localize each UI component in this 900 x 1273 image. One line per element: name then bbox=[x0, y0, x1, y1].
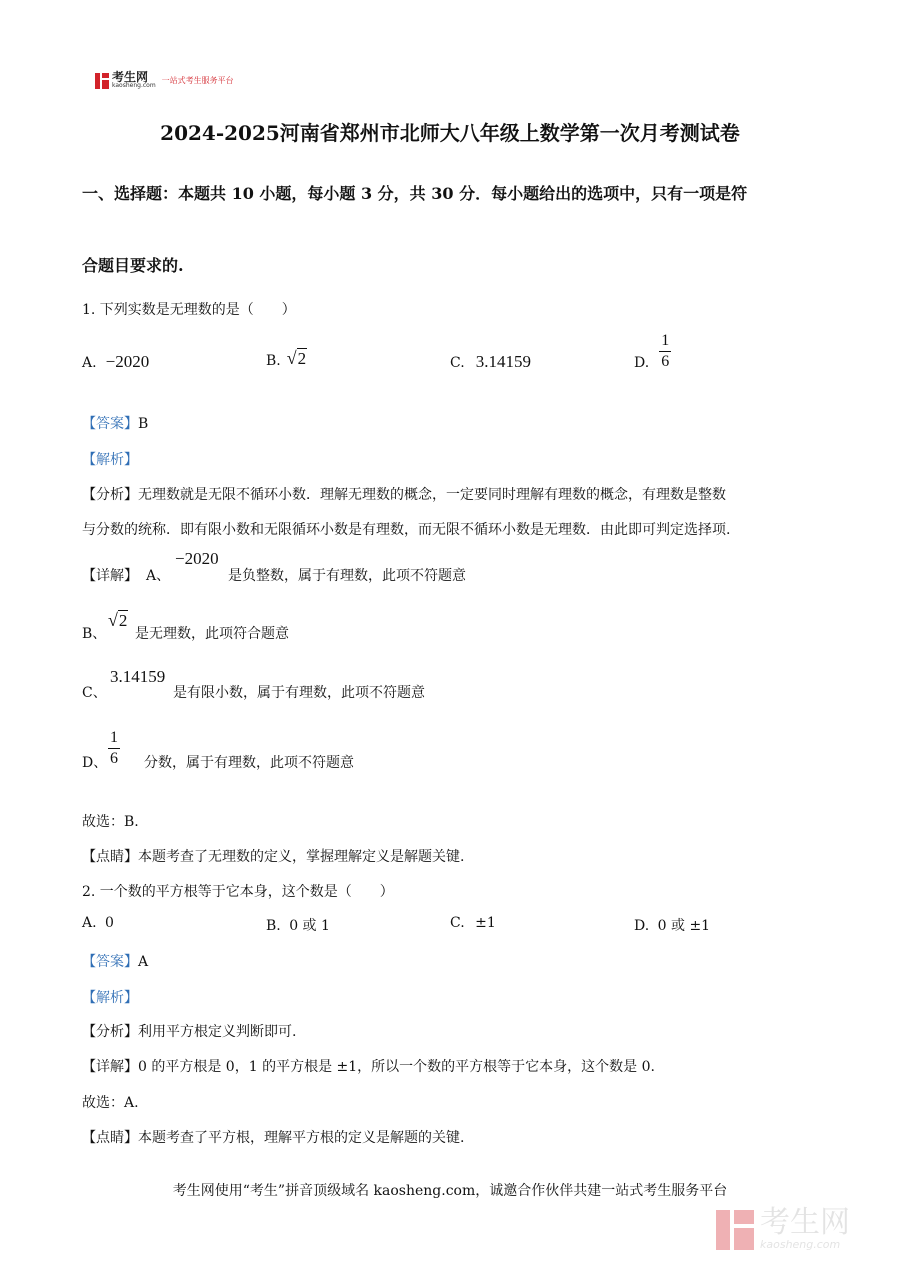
answer-tag: 【答案】 bbox=[82, 954, 138, 970]
choose-value: A. bbox=[124, 1095, 139, 1111]
q2-choose bbox=[82, 1092, 139, 1112]
option-label: B. bbox=[266, 353, 281, 369]
logo-domain: kaosheng.com bbox=[112, 82, 156, 89]
comment-text: 本题考查了平方根，理解平方根的定义是解题的关键. bbox=[138, 1130, 465, 1146]
logo-name: 考生网 bbox=[112, 70, 149, 84]
q2-detail bbox=[82, 1056, 655, 1076]
page-title: 2024-2025河南省郑州市北师大八年级上数学第一次月考测试卷 bbox=[160, 121, 740, 145]
q1-detail-tag: 【详解】 bbox=[82, 568, 138, 584]
option-label: A. bbox=[82, 355, 97, 371]
denominator: 6 bbox=[661, 353, 670, 370]
radicand: 2 bbox=[118, 611, 128, 630]
option-value: 3.14159 bbox=[475, 352, 532, 371]
q2-option-b bbox=[266, 915, 330, 935]
option-value: ±1 bbox=[475, 915, 496, 931]
fenxi-tag: 【分析】 bbox=[82, 1024, 138, 1040]
q1-detail-c-text: 是有限小数，属于有理数，此项不符题意 bbox=[173, 685, 425, 701]
option-label: C. bbox=[450, 355, 465, 371]
q2-comment bbox=[82, 1127, 464, 1147]
watermark-domain: kaosheng.com bbox=[760, 1238, 841, 1251]
choose-value: B. bbox=[124, 814, 139, 830]
q1-choose bbox=[82, 811, 139, 831]
detail-tag: 【详解】 bbox=[82, 1059, 138, 1075]
q1-stem: 1. 下列实数是无理数的是（ ） bbox=[82, 302, 296, 318]
q2-fenxi bbox=[82, 1021, 296, 1041]
q1-detail-d-fraction bbox=[108, 728, 120, 769]
watermark-name: 考生网 bbox=[760, 1205, 850, 1240]
numerator: 1 bbox=[108, 728, 120, 749]
answer-tag: 【答案】 bbox=[82, 416, 138, 432]
choose-label: 故选： bbox=[82, 814, 124, 830]
option-label: D. bbox=[634, 918, 650, 934]
sqrt-expression bbox=[287, 348, 307, 369]
q1-fenxi-line1 bbox=[82, 484, 726, 504]
comment-text: 本题考查了无理数的定义，掌握理解定义是解题关键. bbox=[138, 849, 465, 865]
option-value: −2020 bbox=[105, 352, 150, 371]
q1-detail-c-prefix: C、 bbox=[82, 685, 107, 701]
page-footer: 考生网使用“考生”拼音顶级域名 kaosheng.com，诚邀合作伙伴共建一站式考生服务平台 bbox=[172, 1183, 728, 1199]
logo-slogan: 一站式考生服务平台 bbox=[161, 76, 234, 85]
detail-text: 0 的平方根是 0，1 的平方根是 ±1，所以一个数的平方根等于它本身，这个数是 0. bbox=[138, 1059, 655, 1075]
option-label: A. bbox=[82, 915, 97, 931]
q1-detail-d-text: 分数，属于有理数，此项不符题意 bbox=[144, 755, 354, 771]
answer-value: A bbox=[138, 954, 149, 970]
q1-detail-a-prefix: A、 bbox=[146, 568, 171, 584]
fenxi-tag: 【分析】 bbox=[82, 487, 138, 503]
q1-detail-a-value: −2020 bbox=[175, 549, 219, 568]
kaosheng-logo-icon bbox=[95, 73, 109, 89]
option-value: 0 或 ±1 bbox=[657, 918, 711, 934]
q1-option-a bbox=[82, 352, 149, 372]
fraction bbox=[659, 331, 671, 372]
q1-option-d bbox=[634, 331, 671, 372]
radicand: 2 bbox=[297, 349, 307, 368]
q2-analysis-tag: 【解析】 bbox=[82, 990, 138, 1006]
section-heading-line2: 合题目要求的. bbox=[82, 256, 184, 275]
option-label: B. bbox=[266, 918, 281, 934]
q1-option-c bbox=[450, 352, 531, 372]
option-value: 0 或 1 bbox=[289, 918, 330, 934]
section-heading-line1: 一、选择题：本题共 10 小题，每小题 3 分，共 30 分．每小题给出的选项中，只有一项是符 bbox=[82, 184, 748, 203]
fenxi-text: 无理数就是无限不循环小数．理解无理数的概念，一定要同时理解有理数的概念，有理数是整数 bbox=[138, 487, 726, 503]
q1-detail-b-text: 是无理数，此项符合题意 bbox=[135, 626, 289, 642]
radical-sign-icon: √ bbox=[286, 348, 297, 368]
q1-analysis-tag: 【解析】 bbox=[82, 452, 138, 468]
choose-label: 故选： bbox=[82, 1095, 124, 1111]
header-logo bbox=[95, 72, 234, 89]
q1-detail-a-text: 是负整数，属于有理数，此项不符题意 bbox=[228, 568, 466, 584]
q1-detail-b-sqrt bbox=[108, 610, 128, 631]
q1-option-b bbox=[266, 348, 307, 369]
q1-answer bbox=[82, 413, 148, 433]
q2-option-a bbox=[82, 915, 114, 931]
q2-option-d bbox=[634, 915, 710, 935]
numerator: 1 bbox=[659, 331, 671, 352]
q1-detail-d-prefix: D、 bbox=[82, 755, 108, 771]
option-label: D. bbox=[634, 354, 650, 371]
q2-option-c bbox=[450, 915, 496, 931]
comment-tag: 【点睛】 bbox=[82, 849, 138, 865]
q2-answer bbox=[82, 951, 148, 971]
denominator: 6 bbox=[110, 750, 118, 767]
radical-sign-icon: √ bbox=[108, 610, 118, 630]
q2-stem: 2. 一个数的平方根等于它本身，这个数是（ ） bbox=[82, 884, 394, 900]
fenxi-text: 利用平方根定义判断即可. bbox=[138, 1024, 297, 1040]
q1-detail-b-prefix: B、 bbox=[82, 626, 107, 642]
comment-tag: 【点睛】 bbox=[82, 1130, 138, 1146]
q1-fenxi-line2: 与分数的统称．即有限小数和无限循环小数是有理数，而无限不循环小数是无理数．由此即可判定选择项. bbox=[82, 522, 731, 538]
watermark bbox=[716, 1205, 850, 1251]
kaosheng-watermark-icon bbox=[716, 1210, 754, 1250]
q1-detail-c-value: 3.14159 bbox=[110, 667, 166, 686]
answer-value: B bbox=[138, 416, 149, 432]
option-value: 0 bbox=[105, 915, 114, 931]
q1-comment bbox=[82, 846, 464, 866]
option-label: C. bbox=[450, 915, 465, 931]
